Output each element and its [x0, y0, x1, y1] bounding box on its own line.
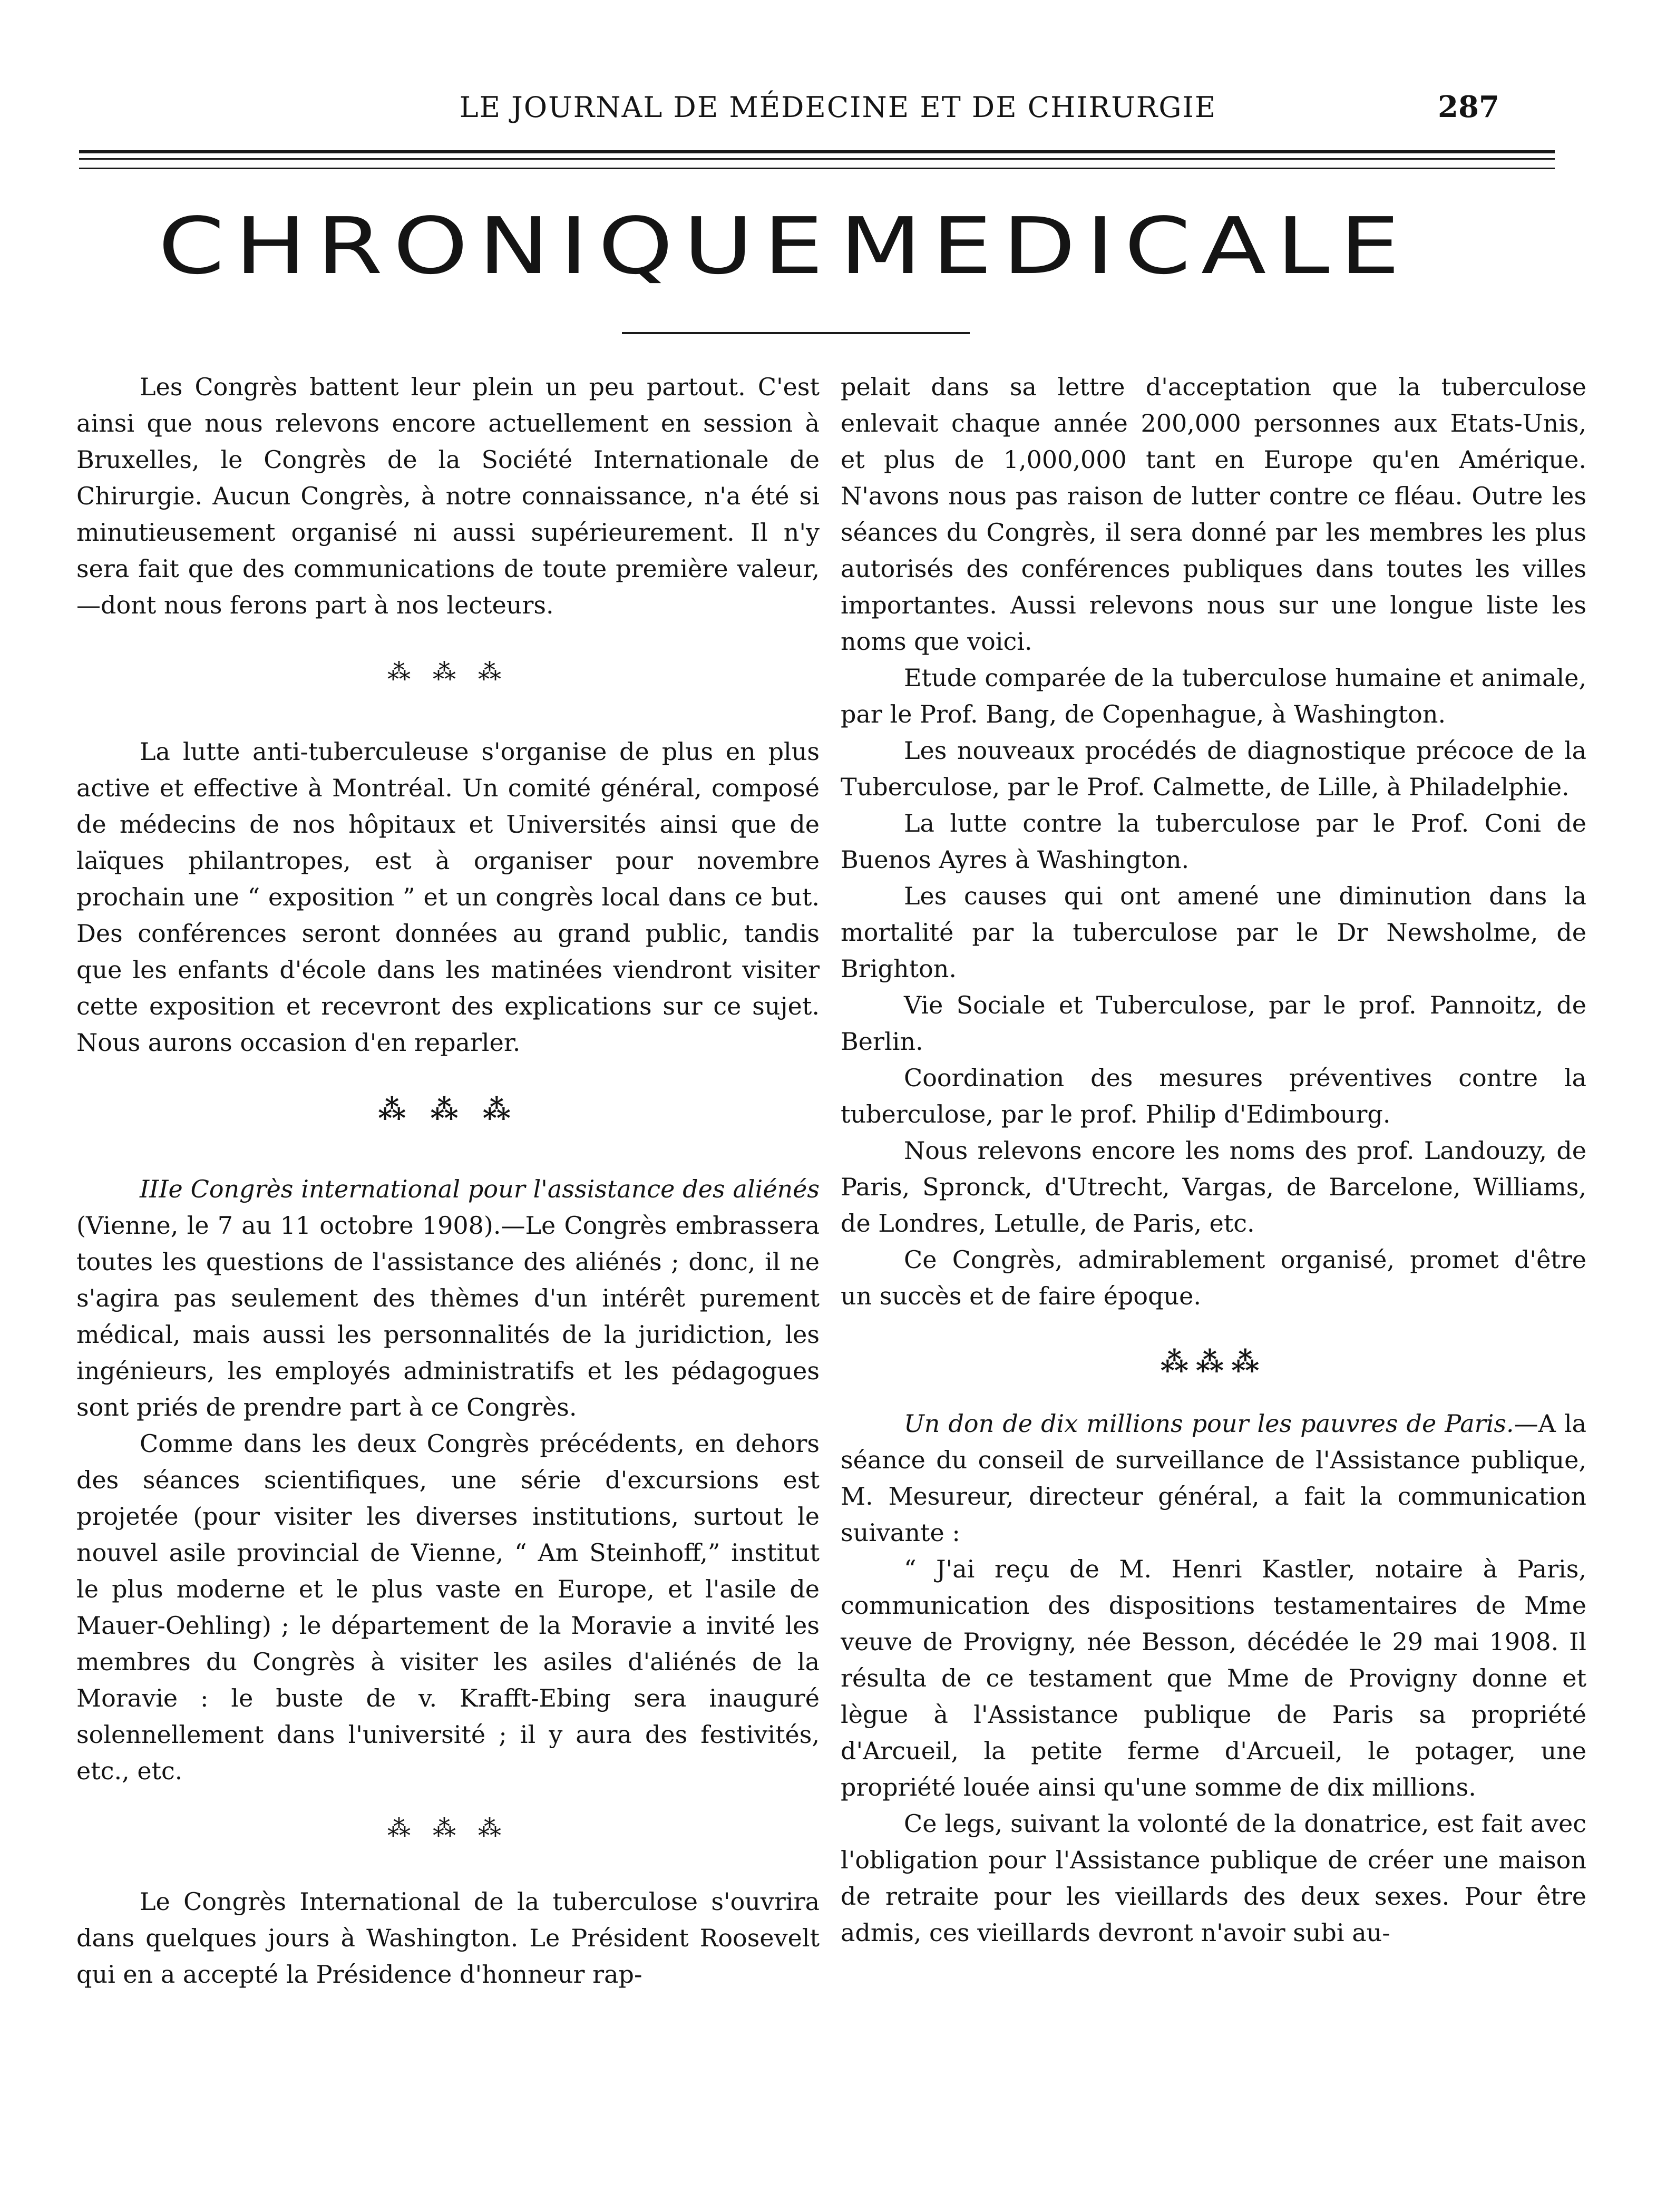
article-lutte-anti-tuberculeuse: La lutte anti-tuberculeuse s'organise de plus en plus active et effective à Montréal. Un comité général, composé de médecins de nos hôpitaux et Universités ainsi que de laïques philantropes, est à organiser pour novembre prochain une “ exposition ” et un congrès local dans ce but. Des conférences seront données au grand public, tandis que les enfants d'école dans les matinées viendront visiter cette exposition et recevront des explications sur ce sujet. Nous aurons occasion d'en reparler.	[76, 737, 820, 1057]
masthead-title	[158, 196, 1434, 296]
article-congres-bruxelles: Les Congrès battent leur plein un peu partout. C'est ainsi que nous relevons encore actuellement en session à Bruxelles, le Congrès de la Société Internationale de Chirurgie. Aucun Congrès, à notre connaissance, n'a été si minutieusement organisé ni aussi supérieurement. Il n'y sera fait que des communications de toute première valeur,—dont nous ferons part à nos lecteurs.	[76, 373, 820, 619]
lecture-philip: Coordination des mesures préventives contre la tuberculose, par le prof. Philip d'Edimbourg.	[841, 1064, 1586, 1128]
section-separator: ⁂ ⁂ ⁂	[378, 1094, 518, 1126]
article-don-dix-millions	[841, 1406, 1586, 1551]
congres-conclusion: Ce Congrès, admirablement organisé, promet d'être un succès et de faire époque.	[841, 1245, 1586, 1310]
masthead-word-chronique: CHRONIQUE	[158, 201, 834, 291]
running-title: LE JOURNAL DE MÉDECINE ET DE CHIRURGIE	[459, 91, 1217, 124]
masthead-underline	[622, 332, 970, 334]
running-head	[0, 91, 1676, 133]
article-body: (Vienne, le 7 au 11 octobre 1908).—Le Congrès embrassera toutes les questions de l'assistance des aliénés ; donc, il ne s'agira pas seulement des thèmes d'un intérêt purement médical, mais aussi les personnalités de la juridiction, les ingénieurs, les employés administratifs et les pédagogues sont priés de prendre part à ce Congrès.	[76, 1211, 820, 1421]
right-column	[841, 369, 1586, 1951]
header-rule-thin	[79, 158, 1555, 160]
article-congres-tuberculose: Le Congrès International de la tuberculose s'ouvrira dans quelques jours à Washington. Le Président Roosevelt qui en a accepté la Présidence d'honneur rap-	[76, 1887, 820, 1989]
lecture-newsholme: Les causes qui ont amené une diminution dans la mortalité par la tuberculose par le Dr Newsholme, de Brighton.	[841, 882, 1586, 983]
section-separator: ⁂⁂⁂	[1160, 1346, 1267, 1378]
page-number: 287	[1438, 90, 1499, 124]
article-body: —A la séance du conseil de surveillance de l'Assistance publique, M. Mesureur, directeur général, a fait la communication suivante :	[841, 1409, 1586, 1547]
header-rule-thick	[79, 150, 1555, 153]
other-speakers: Nous relevons encore les noms des prof. Landouzy, de Paris, Spronck, d'Utrecht, Vargas, de Barcelone, Williams, de Londres, Letulle, de Paris, etc.	[841, 1136, 1586, 1237]
article-continuation: pelait dans sa lettre d'acceptation que la tuberculose enlevait chaque année 200,000 personnes aux Etats-Unis, et plus de 1,000,000 tant en Europe qu'en Amérique. N'avons nous pas raison de lutter contre ce fléau. Outre les séances du Congrès, il sera donné par les membres les plus autorisés des conférences publiques dans toutes les villes importantes. Aussi relevons nous sur une longue liste les noms que voici.	[841, 373, 1586, 656]
lecture-calmette: Les nouveaux procédés de diagnostique précoce de la Tuberculose, par le Prof. Calmette, de Lille, à Philadelphie.	[841, 736, 1586, 801]
article-congres-alienes	[76, 1171, 820, 1426]
quote-kastler: “ J'ai reçu de M. Henri Kastler, notaire à Paris, communication des dispositions testamentaires de Mme veuve de Provigny, née Besson, décédée le 29 mai 1908. Il résulta de ce testament que Mme de Provigny donne et lègue à l'Assistance publique de Paris sa propriété d'Arcueil, la petite ferme d'Arcueil, le potager, une propriété louée ainsi qu'une somme de dix millions.	[841, 1555, 1586, 1801]
lecture-coni: La lutte contre la tuberculose par le Prof. Coni de Buenos Ayres à Washington.	[841, 809, 1586, 874]
header-rule-lower	[79, 168, 1555, 169]
article-title: IIIe Congrès international pour l'assistance des aliénés	[140, 1175, 820, 1203]
article-excursions: Comme dans les deux Congrès précédents, en dehors des séances scientifiques, une série d'excursions est projetée (pour visiter les diverses institutions, surtout le nouvel asile provincial de Vienne, “ Am Steinhoff,” institut le plus moderne et le plus vaste en Europe, et l'asile de Mauer-Oehling) ; le département de la Moravie a invité les membres du Congrès à visiter les asiles d'aliénés de la Moravie : le buste de v. Krafft-Ebing sera inauguré solennellement dans l'université ; il y aura des festivités, etc., etc.	[76, 1429, 820, 1785]
lecture-bang: Etude comparée de la tuberculose humaine et animale, par le Prof. Bang, de Copenhague, à Washington.	[841, 664, 1586, 728]
article-title: Un don de dix millions pour les pauvres de Paris.	[904, 1409, 1514, 1438]
section-separator: ⁂ ⁂ ⁂	[387, 659, 509, 686]
masthead-word-medicale: MEDICALE	[839, 201, 1410, 291]
left-column	[76, 369, 820, 1993]
article-legs: Ce legs, suivant la volonté de la donatrice, est fait avec l'obligation pour l'Assistance publique de créer une maison de retraite pour les vieillards des deux sexes. Pour être admis, ces vieillards devront n'avoir subi au-	[841, 1809, 1586, 1947]
section-separator: ⁂ ⁂ ⁂	[387, 1815, 509, 1842]
lecture-pannoitz: Vie Sociale et Tuberculose, par le prof. Pannoitz, de Berlin.	[841, 991, 1586, 1056]
